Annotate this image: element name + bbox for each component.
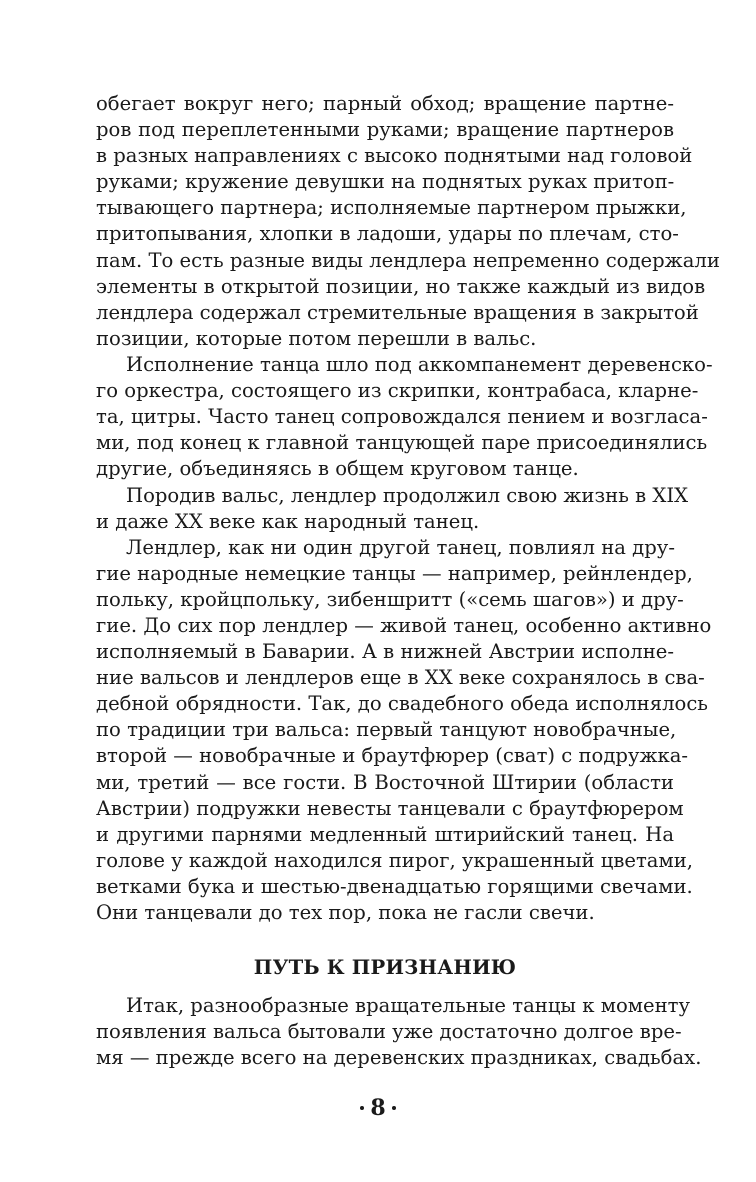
- page-number-value: 8: [370, 1095, 386, 1121]
- text-line: гие. До сих пор лендлер — живой танец, особенно активно: [96, 613, 712, 637]
- text-line: другие, объединяясь в общем круговом танце.: [96, 457, 579, 481]
- text-line: по традиции три вальса: первый танцуют новобрачные,: [96, 718, 677, 742]
- text-line: го оркестра, состоящего из скрипки, контрабаса, кларне-: [96, 379, 699, 403]
- text-line: позиции, которые потом перешли в вальс.: [96, 326, 537, 350]
- text-line: и даже XX веке как народный танец.: [96, 509, 480, 533]
- text-line: второй — новобрачные и браутфюрер (сват) с подружка-: [96, 744, 689, 768]
- section-heading: ПУТЬ К ПРИЗНАНИЮ: [253, 956, 517, 979]
- text-line: мя — прежде всего на деревенских праздниках, свадьбах.: [96, 1046, 702, 1070]
- paragraph-1: [96, 91, 720, 352]
- text-line: ветками бука и шестью-двенадцатью горящими свечами.: [96, 874, 693, 898]
- text-line: Породив вальс, лендлер продолжил свою жизнь в XIX: [126, 483, 689, 507]
- text-line: ние вальсов и лендлеров еще в XX веке сохранялось в сва-: [96, 666, 705, 690]
- paragraph-4: [96, 535, 712, 926]
- text-line: тывающего партнера; исполняемые партнером прыжки,: [96, 196, 687, 220]
- text-line: лендлера содержал стремительные вращения в закрытой: [96, 300, 699, 324]
- text-line: Лендлер, как ни один другой танец, повлиял на дру-: [126, 535, 675, 559]
- dot-ornament-left: [360, 1106, 364, 1110]
- text-line: появления вальса бытовали уже достаточно долгое вре-: [96, 1020, 682, 1044]
- text-line: Австрии) подружки невесты танцевали с браутфюрером: [96, 796, 684, 820]
- text-line: и другими парнями медленный штирийский танец. На: [96, 822, 674, 846]
- paragraph-3: [96, 483, 689, 535]
- text-line: в разных направлениях с высоко поднятыми над головой: [96, 144, 693, 168]
- text-line: гие народные немецкие танцы — например, рейнлендер,: [96, 561, 693, 585]
- text-line: элементы в открытой позиции, но также каждый из видов: [96, 274, 706, 298]
- text-line: дебной обрядности. Так, до свадебного обеда исполнялось: [96, 692, 708, 716]
- text-line: руками; кружение девушки на поднятых руках притоп-: [96, 170, 675, 194]
- text-line: ров под переплетенными руками; вращение партнеров: [96, 118, 674, 142]
- dot-ornament-right: [392, 1106, 396, 1110]
- paragraph-5: [96, 993, 702, 1071]
- text-line: Исполнение танца шло под аккомпанемент деревенско-: [126, 353, 713, 376]
- text-line: Итак, разнообразные вращательные танцы к моменту: [126, 994, 691, 1017]
- text-line: голове у каждой находился пирог, украшенный цветами,: [96, 848, 694, 872]
- text-line: пам. То есть разные виды лендлера непременно содержали: [96, 248, 720, 272]
- text-line: ми, третий — все гости. В Восточной Штирии (области: [96, 770, 674, 794]
- text-line: та, цитры. Часто танец сопровождался пением и возгласа-: [96, 405, 708, 429]
- text-line: Они танцевали до тех пор, пока не гасли свечи.: [96, 901, 595, 924]
- text-line: обегает вокруг него; парный обход; вращение партне-: [96, 92, 674, 115]
- page-number: [0, 1094, 756, 1122]
- text-line: польку, кройцпольку, зибеншритт («семь шагов») и дру-: [96, 587, 684, 611]
- paragraph-2: [96, 352, 713, 482]
- text-line: ми, под конец к главной танцующей паре присоединялись: [96, 431, 708, 455]
- text-line: исполняемый в Баварии. А в нижней Австрии исполне-: [96, 640, 674, 664]
- text-line: притопывания, хлопки в ладоши, удары по плечам, сто-: [96, 222, 679, 246]
